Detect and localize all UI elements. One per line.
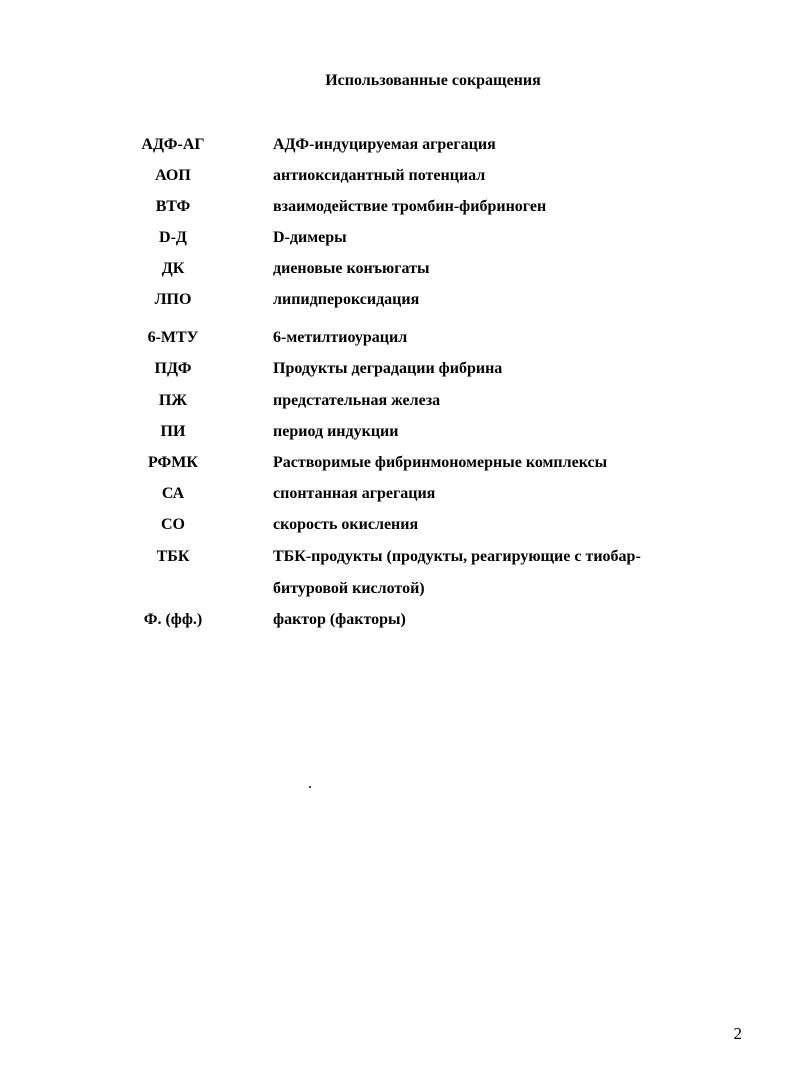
abbreviation-definition: скорость окисления (273, 516, 419, 533)
abbreviation-term: 6-МТУ (147, 329, 199, 346)
abbreviation-definition: АДФ-индуцируемая агрегация (273, 136, 496, 153)
abbreviation-row (0, 386, 792, 416)
abbreviation-row (0, 542, 792, 572)
abbreviation-row (0, 192, 792, 222)
abbreviation-row (0, 605, 792, 635)
abbreviation-definition: взаимодействие тромбин-фибриноген (273, 198, 547, 215)
abbreviation-term: ЛПО (154, 291, 192, 308)
abbreviation-row-continuation (0, 574, 792, 604)
abbreviation-row (0, 354, 792, 384)
abbreviation-definition: период индукции (273, 423, 399, 440)
abbreviation-row (0, 254, 792, 284)
abbreviation-row (0, 448, 792, 478)
page-number: 2 (733, 1024, 742, 1043)
abbreviation-definition: липидпероксидация (273, 291, 420, 308)
abbreviation-term: ВТФ (155, 198, 191, 215)
abbreviation-row (0, 510, 792, 540)
abbreviation-row (0, 417, 792, 447)
abbreviation-definition: Растворимые фибринмономерные комплексы (273, 454, 608, 471)
abbreviation-definition: диеновые конъюгаты (273, 260, 430, 277)
abbreviation-term: АОП (155, 167, 191, 184)
abbreviation-definition: антиоксидантный потенциал (273, 167, 486, 184)
abbreviation-term: ДК (161, 260, 185, 277)
abbreviation-term: СА (161, 485, 185, 502)
abbreviation-definition: фактор (факторы) (273, 611, 406, 628)
abbreviation-term: D-Д (159, 229, 187, 246)
abbreviation-row (0, 223, 792, 253)
abbreviation-row (0, 130, 792, 160)
abbreviation-definition: D-димеры (273, 229, 347, 246)
abbreviation-definition: спонтанная агрегация (273, 485, 436, 502)
abbreviation-row (0, 479, 792, 509)
abbreviation-row (0, 285, 792, 315)
abbreviation-term: ПЖ (158, 392, 188, 409)
abbreviation-definition-continuation: битуровой кислотой) (273, 580, 425, 597)
abbreviation-term: СО (161, 516, 185, 533)
abbreviation-term: РФМК (148, 454, 198, 471)
abbreviation-term: Ф. (фф.) (143, 611, 203, 628)
abbreviation-term: АДФ-АГ (141, 136, 205, 153)
abbreviation-row (0, 161, 792, 191)
abbreviation-definition: Продукты деградации фибрина (273, 360, 503, 377)
abbreviation-term: ПИ (160, 423, 186, 440)
page-title: Использованные сокращения (325, 72, 541, 89)
abbreviation-term: ПДФ (154, 360, 192, 377)
abbreviation-row (0, 323, 792, 353)
abbreviation-definition: 6-метилтиоурацил (273, 329, 408, 346)
abbreviation-term: ТБК (156, 548, 190, 565)
scan-speck (309, 786, 311, 788)
abbreviation-definition: предстательная железа (273, 392, 441, 409)
abbreviation-definition: ТБК-продукты (продукты, реагирующие с тиобар- (273, 548, 641, 565)
